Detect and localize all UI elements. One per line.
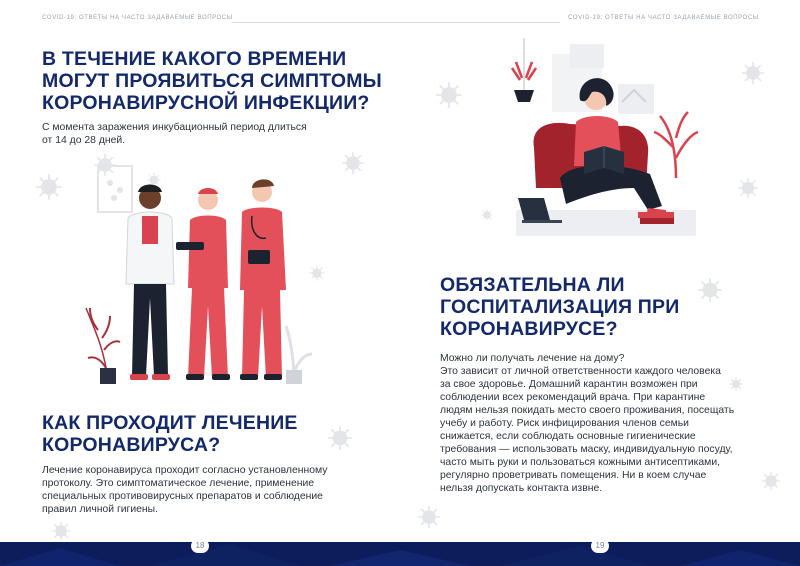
body-line: требования — использовать маску, индивидуальную посуду, <box>440 444 733 455</box>
section-body-incubation <box>42 121 382 147</box>
footer-band <box>0 542 800 566</box>
running-head: COVID-19: ОТВЕТЫ НА ЧАСТО ЗАДАВАЕМЫЕ ВОПРОСЫ <box>42 15 233 21</box>
section-body-treatment <box>42 464 394 516</box>
body-line: Можно ли получать лечение на дому? <box>440 353 625 364</box>
body-line: людям нельзя покидать место своего проживания, посещать <box>440 405 735 416</box>
section-heading-incubation <box>42 48 394 114</box>
section-heading-hospitalization <box>440 274 792 340</box>
body-line: Это зависит от личной ответственности каждого человека <box>440 366 721 377</box>
body-line: часто мыть руки и пользоваться кожными антисептиками, <box>440 457 721 468</box>
section-body-hospitalization <box>440 352 796 495</box>
virus-icon <box>416 504 442 530</box>
heading-line: ГОСПИТАЛИЗАЦИЯ ПРИ <box>440 296 680 318</box>
body-line: С момента заражения инкубационный период длиться <box>42 122 307 133</box>
body-line: правил личной гигиены. <box>42 504 159 515</box>
virus-icon <box>736 176 760 200</box>
heading-line: ОБЯЗАТЕЛЬНА ЛИ <box>440 274 625 296</box>
heading-line: МОГУТ ПРОЯВИТЬСЯ СИМПТОМЫ <box>42 70 382 92</box>
body-line: от 14 до 28 дней. <box>42 135 126 146</box>
heading-line: КОРОНАВИРУСЕ? <box>440 318 618 340</box>
body-line: учебу и работу. Риск инфицирования членов семьи <box>440 418 689 429</box>
body-line: нельзя допускать контакта извне. <box>440 483 603 494</box>
body-line: регулярно проветривать помещения. Ни в коем случае <box>440 470 707 481</box>
right-page <box>400 0 800 566</box>
medical-staff-illustration <box>80 158 320 386</box>
section-heading-treatment <box>42 412 394 456</box>
page-number-right: 19 <box>591 539 609 553</box>
body-line: Лечение коронавируса проходит согласно установленному <box>42 465 328 476</box>
body-line: специальных противовирусных препаратов и соблюдение <box>42 491 323 502</box>
virus-icon <box>50 520 72 542</box>
body-line: снижается, если соблюдать основные гигиенические <box>440 431 696 442</box>
page-number-left: 18 <box>191 539 209 553</box>
virus-icon <box>434 80 464 110</box>
virus-icon <box>740 60 766 86</box>
body-line: протоколу. Это симптоматическое лечение, применение <box>42 478 315 489</box>
heading-line: В ТЕЧЕНИЕ КАКОГО ВРЕМЕНИ <box>42 48 347 70</box>
heading-line: КОРОНАВИРУСНОЙ ИНФЕКЦИИ? <box>42 92 370 114</box>
body-line: за свое здоровье. Домашний карантин возможен при <box>440 379 698 390</box>
heading-line: КОРОНАВИРУСА? <box>42 434 221 456</box>
body-line: соблюдении всех рекомендаций врача. При карантине <box>440 392 706 403</box>
virus-icon <box>340 150 366 176</box>
virus-icon <box>480 208 494 222</box>
header-rule <box>232 22 400 23</box>
heading-line: КАК ПРОХОДИТ ЛЕЧЕНИЕ <box>42 412 298 434</box>
header-rule <box>400 22 560 23</box>
virus-icon <box>34 172 64 202</box>
woman-reading-at-home-illustration <box>500 38 700 238</box>
footer-pattern <box>0 542 800 566</box>
running-head: COVID-19: ОТВЕТЫ НА ЧАСТО ЗАДАВАЕМЫЕ ВОПРОСЫ <box>568 15 759 21</box>
